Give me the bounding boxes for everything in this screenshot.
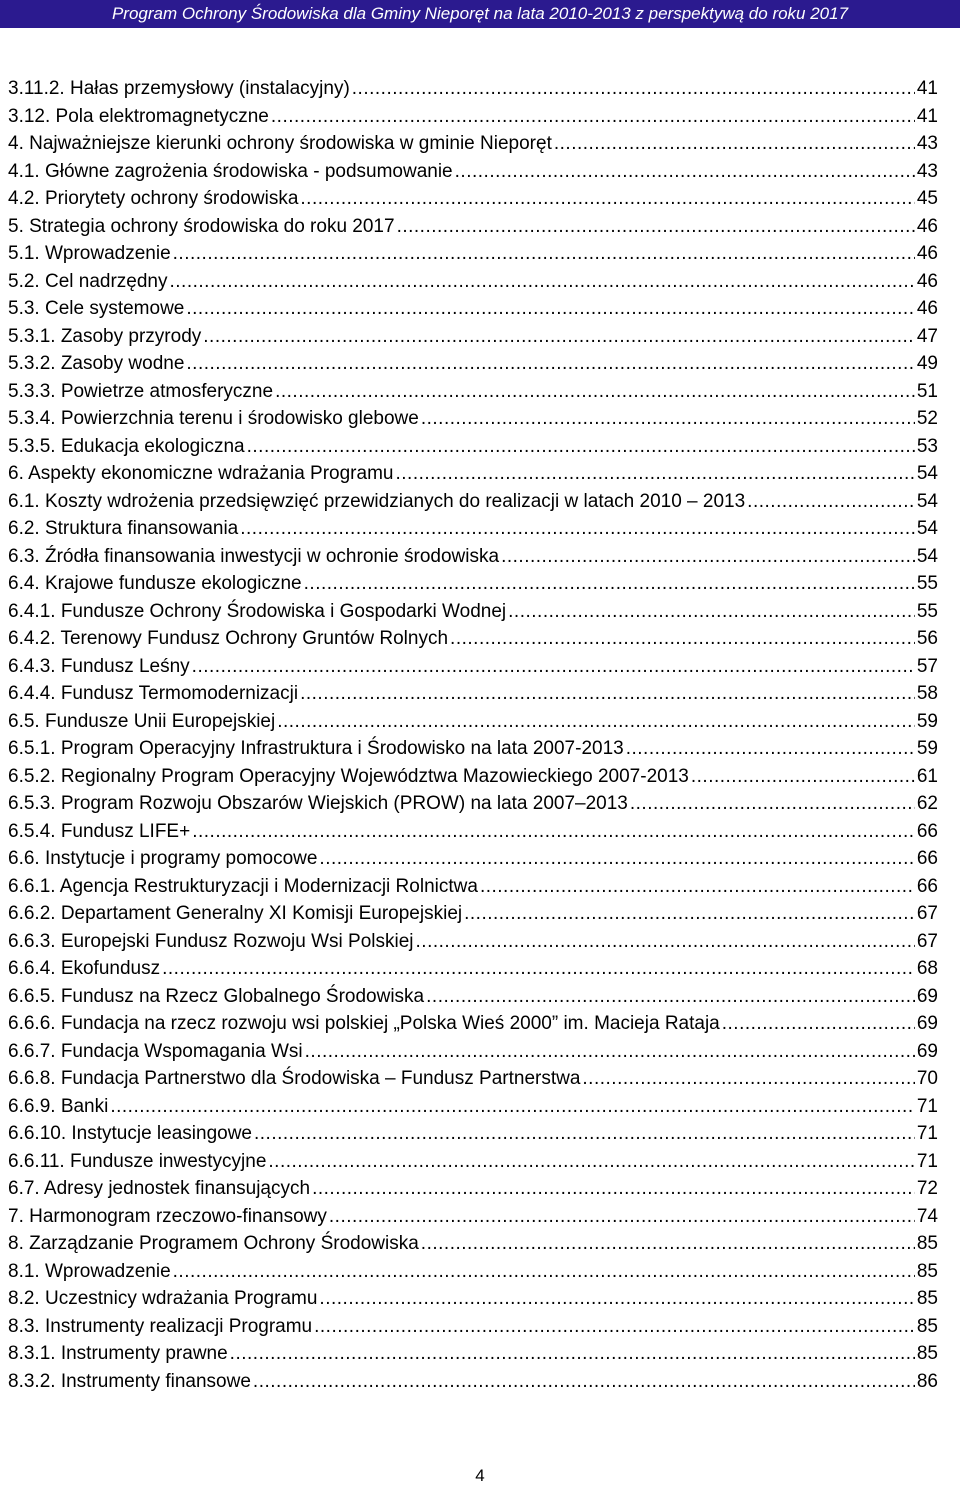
toc-entry-title: 6.5.2. Regionalny Program Operacyjny Województwa Mazowieckiego 2007-2013 xyxy=(8,765,689,787)
toc-entry[interactable] xyxy=(8,1038,938,1066)
page-number: 4 xyxy=(475,1466,485,1485)
dot-leader xyxy=(691,763,915,791)
dot-leader xyxy=(421,405,915,433)
dot-leader xyxy=(508,598,915,626)
toc-entry-title: 6.4.4. Fundusz Termomodernizacji xyxy=(8,683,299,704)
toc-entry-page: 51 xyxy=(916,380,938,402)
dot-leader xyxy=(416,928,915,956)
toc-entry-page: 85 xyxy=(916,1260,938,1282)
toc-entry[interactable] xyxy=(8,240,938,268)
toc-entry-page: 41 xyxy=(916,78,938,99)
toc-entry-page: 49 xyxy=(916,353,938,374)
toc-entry-title: 8.3.1. Instrumenty prawne xyxy=(8,1343,228,1364)
dot-leader xyxy=(173,1258,915,1286)
dot-leader xyxy=(271,103,915,131)
toc-entry-title: 8.3. Instrumenty realizacji Programu xyxy=(8,1315,313,1337)
toc-entry[interactable] xyxy=(8,1258,938,1286)
toc-entry[interactable] xyxy=(8,323,938,351)
toc-entry-page: 46 xyxy=(916,215,938,237)
dot-leader xyxy=(300,680,915,708)
toc-entry-title: 6.7. Adresy jednostek finansujących xyxy=(8,1178,311,1199)
toc-entry-page: 54 xyxy=(916,518,938,539)
toc-entry-page: 67 xyxy=(916,930,938,952)
toc-entry-title: 6.6.11. Fundusze inwestycyjne xyxy=(8,1150,267,1172)
toc-entry-page: 62 xyxy=(916,793,938,814)
dot-leader xyxy=(395,460,914,488)
toc-entry-title: 5.3.5. Edukacja ekologiczna xyxy=(8,435,245,457)
toc-entry-title: 4.1. Główne zagrożenia środowiska - podsumowanie xyxy=(8,160,453,182)
toc-entry[interactable] xyxy=(8,873,938,901)
toc-entry[interactable] xyxy=(8,295,938,323)
toc-entry-page: 61 xyxy=(916,765,938,787)
dot-leader xyxy=(277,708,915,736)
toc-entry-page: 46 xyxy=(916,243,938,264)
dot-leader xyxy=(173,240,915,268)
toc-entry-page: 66 xyxy=(916,820,938,842)
toc-entry[interactable] xyxy=(8,928,938,956)
toc-entry-page: 71 xyxy=(916,1123,938,1144)
toc-entry-page: 59 xyxy=(916,738,938,759)
page-header: Program Ochrony Środowiska dla Gminy Nieporęt na lata 2010-2013 z perspektywą do roku 2017 xyxy=(0,0,960,28)
toc-entry-page: 59 xyxy=(916,710,938,732)
dot-leader xyxy=(397,213,915,241)
toc-entry-page: 69 xyxy=(916,1013,938,1034)
toc-entry-page: 85 xyxy=(916,1288,938,1309)
toc-entry[interactable] xyxy=(8,1093,938,1121)
dot-leader xyxy=(319,845,914,873)
toc-entry[interactable] xyxy=(8,790,938,818)
toc-entry[interactable] xyxy=(8,158,938,186)
toc-entry[interactable] xyxy=(8,460,938,488)
dot-leader xyxy=(582,1065,914,1093)
toc-entry-title: 6.5. Fundusze Unii Europejskiej xyxy=(8,710,276,732)
toc-entry-title: 5.3.2. Zasoby wodne xyxy=(8,353,185,374)
toc-entry-title: 6.1. Koszty wdrożenia przedsięwzięć przewidzianych do realizacji w latach 2010 – 2013 xyxy=(8,490,746,512)
toc-entry-page: 57 xyxy=(916,655,938,677)
toc-entry-page: 54 xyxy=(916,490,938,512)
toc-entry-title: 6.4.2. Terenowy Fundusz Ochrony Gruntów Rolnych xyxy=(8,628,449,649)
dot-leader xyxy=(626,735,915,763)
toc-entry-page: 71 xyxy=(916,1150,938,1172)
toc-entry-title: 6.6. Instytucje i programy pomocowe xyxy=(8,848,318,869)
toc-entry[interactable] xyxy=(8,1313,938,1341)
toc-entry[interactable] xyxy=(8,350,938,378)
dot-leader xyxy=(312,1175,915,1203)
dot-leader xyxy=(240,515,915,543)
dot-leader xyxy=(305,1038,915,1066)
toc-entry-page: 47 xyxy=(916,325,938,347)
toc-entry[interactable] xyxy=(8,1148,938,1176)
toc-entry[interactable] xyxy=(8,955,938,983)
toc-entry-page: 74 xyxy=(916,1205,938,1227)
toc-entry-page: 86 xyxy=(916,1370,938,1392)
toc-entry[interactable] xyxy=(8,1010,938,1038)
toc-entry-page: 70 xyxy=(916,1068,938,1089)
toc-entry-title: 5.3.1. Zasoby przyrody xyxy=(8,325,202,347)
toc-entry[interactable] xyxy=(8,570,938,598)
dot-leader xyxy=(319,1285,914,1313)
toc-entry-title: 3.12. Pola elektromagnetyczne xyxy=(8,105,269,127)
toc-entry-page: 46 xyxy=(916,270,938,292)
toc-entry-page: 55 xyxy=(916,573,938,594)
toc-entry[interactable] xyxy=(8,625,938,653)
toc-entry-title: 6.5.1. Program Operacyjny Infrastruktura i Środowisko na lata 2007-2013 xyxy=(8,738,624,759)
toc-entry-title: 7. Harmonogram rzeczowo-finansowy xyxy=(8,1205,327,1227)
toc-entry-page: 46 xyxy=(916,298,938,319)
toc-entry-title: 6.6.6. Fundacja na rzecz rozwoju wsi polskiej „Polska Wieś 2000” im. Macieja Rataja xyxy=(8,1013,720,1034)
toc-entry-title: 6.6.3. Europejski Fundusz Rozwoju Wsi Polskiej xyxy=(8,930,414,952)
dot-leader xyxy=(186,295,915,323)
dot-leader xyxy=(314,1313,915,1341)
dot-leader xyxy=(426,983,915,1011)
toc-entry[interactable] xyxy=(8,515,938,543)
dot-leader xyxy=(253,1368,915,1396)
toc-entry-page: 55 xyxy=(916,600,938,622)
toc-entry-title: 6.6.4. Ekofundusz xyxy=(8,958,161,979)
toc-entry-title: 6.3. Źródła finansowania inwestycji w ochronie środowiska xyxy=(8,545,500,567)
toc-entry[interactable] xyxy=(8,900,938,928)
toc-entry-page: 43 xyxy=(916,133,938,154)
toc-entry-page: 67 xyxy=(916,903,938,924)
toc-entry-title: 6.6.1. Agencja Restrukturyzacji i Modernizacji Rolnictwa xyxy=(8,875,478,897)
toc-entry-title: 6.6.7. Fundacja Wspomagania Wsi xyxy=(8,1040,303,1062)
toc-entry-page: 85 xyxy=(916,1343,938,1364)
toc-entry-title: 6.6.8. Fundacja Partnerstwo dla Środowiska – Fundusz Partnerstwa xyxy=(8,1068,581,1089)
dot-leader xyxy=(352,75,915,103)
toc-entry-title: 3.11.2. Hałas przemysłowy (instalacyjny) xyxy=(8,78,350,99)
toc-entry-page: 54 xyxy=(916,545,938,567)
toc-entry-page: 53 xyxy=(916,435,938,457)
dot-leader xyxy=(554,130,915,158)
toc-entry-title: 6.4. Krajowe fundusze ekologiczne xyxy=(8,573,302,594)
dot-leader xyxy=(110,1093,915,1121)
dot-leader xyxy=(450,625,915,653)
toc-entry[interactable] xyxy=(8,103,938,131)
dot-leader xyxy=(464,900,915,928)
toc-entry[interactable] xyxy=(8,405,938,433)
dot-leader xyxy=(170,268,915,296)
toc-entry-page: 66 xyxy=(916,875,938,897)
toc-entry[interactable] xyxy=(8,653,938,681)
toc-entry-title: 4.2. Priorytety ochrony środowiska xyxy=(8,188,299,209)
dot-leader xyxy=(247,433,915,461)
toc-entry[interactable] xyxy=(8,1368,938,1396)
toc-entry[interactable] xyxy=(8,1175,938,1203)
toc-entry-title: 6.6.5. Fundusz na Rzecz Globalnego Środowiska xyxy=(8,985,425,1007)
toc-entry-title: 6.6.2. Departament Generalny XI Komisji Europejskiej xyxy=(8,903,463,924)
dot-leader xyxy=(300,185,914,213)
toc-entry[interactable] xyxy=(8,75,938,103)
toc-entry-title: 6.6.10. Instytucje leasingowe xyxy=(8,1123,252,1144)
dot-leader xyxy=(455,158,915,186)
toc-entry[interactable] xyxy=(8,1065,938,1093)
toc-entry-page: 85 xyxy=(916,1233,938,1254)
toc-entry-title: 4. Najważniejsze kierunki ochrony środowiska w gminie Nieporęt xyxy=(8,133,552,154)
toc-entry-title: 5.2. Cel nadrzędny xyxy=(8,270,168,292)
toc-entry-page: 58 xyxy=(916,683,938,704)
toc-entry-title: 8.1. Wprowadzenie xyxy=(8,1260,171,1282)
toc-entry-title: 8.3.2. Instrumenty finansowe xyxy=(8,1370,251,1392)
toc-entry[interactable] xyxy=(8,1120,938,1148)
toc-entry[interactable] xyxy=(8,763,938,791)
dot-leader xyxy=(275,378,915,406)
dot-leader xyxy=(304,570,915,598)
dot-leader xyxy=(747,488,915,516)
dot-leader xyxy=(192,653,915,681)
dot-leader xyxy=(480,873,915,901)
toc-entry[interactable] xyxy=(8,543,938,571)
toc-entry-page: 71 xyxy=(916,1095,938,1117)
toc-entry[interactable] xyxy=(8,1230,938,1258)
toc-entry[interactable] xyxy=(8,488,938,516)
toc-entry-title: 5.3. Cele systemowe xyxy=(8,298,185,319)
toc-entry[interactable] xyxy=(8,378,938,406)
toc-entry-page: 56 xyxy=(916,628,938,649)
toc-entry[interactable] xyxy=(8,185,938,213)
toc-entry-title: 5. Strategia ochrony środowiska do roku 2017 xyxy=(8,215,395,237)
dot-leader xyxy=(630,790,915,818)
table-of-contents xyxy=(8,75,938,1395)
toc-entry-title: 8. Zarządzanie Programem Ochrony Środowiska xyxy=(8,1233,419,1254)
toc-entry[interactable] xyxy=(8,433,938,461)
dot-leader xyxy=(421,1230,915,1258)
toc-entry-page: 69 xyxy=(916,985,938,1007)
toc-entry[interactable] xyxy=(8,1203,938,1231)
toc-entry-title: 8.2. Uczestnicy wdrażania Programu xyxy=(8,1288,318,1309)
toc-entry-title: 6.2. Struktura finansowania xyxy=(8,518,239,539)
toc-entry-title: 6.4.1. Fundusze Ochrony Środowiska i Gospodarki Wodnej xyxy=(8,600,507,622)
toc-entry-page: 85 xyxy=(916,1315,938,1337)
toc-entry-title: 6.5.4. Fundusz LIFE+ xyxy=(8,820,191,842)
toc-entry[interactable] xyxy=(8,680,938,708)
dot-leader xyxy=(203,323,915,351)
dot-leader xyxy=(162,955,915,983)
toc-entry[interactable] xyxy=(8,845,938,873)
toc-entry-title: 6.5.3. Program Rozwoju Obszarów Wiejskich (PROW) na lata 2007–2013 xyxy=(8,793,628,814)
dot-leader xyxy=(230,1340,915,1368)
toc-entry[interactable] xyxy=(8,735,938,763)
toc-entry[interactable] xyxy=(8,268,938,296)
toc-entry-page: 66 xyxy=(916,848,938,869)
dot-leader xyxy=(722,1010,915,1038)
toc-entry[interactable] xyxy=(8,708,938,736)
dot-leader xyxy=(254,1120,915,1148)
dot-leader xyxy=(192,818,915,846)
toc-entry-title: 6. Aspekty ekonomiczne wdrażania Programu xyxy=(8,463,394,484)
toc-entry[interactable] xyxy=(8,213,938,241)
toc-entry-page: 52 xyxy=(916,408,938,429)
toc-entry-title: 5.1. Wprowadzenie xyxy=(8,243,171,264)
toc-entry[interactable] xyxy=(8,818,938,846)
toc-entry[interactable] xyxy=(8,983,938,1011)
toc-entry[interactable] xyxy=(8,130,938,158)
toc-entry[interactable] xyxy=(8,598,938,626)
dot-leader xyxy=(268,1148,914,1176)
toc-entry-title: 5.3.4. Powierzchnia terenu i środowisko glebowe xyxy=(8,408,419,429)
dot-leader xyxy=(329,1203,915,1231)
toc-entry-title: 5.3.3. Powietrze atmosferyczne xyxy=(8,380,274,402)
toc-entry-title: 6.4.3. Fundusz Leśny xyxy=(8,655,190,677)
toc-entry-page: 69 xyxy=(916,1040,938,1062)
toc-entry[interactable] xyxy=(8,1340,938,1368)
toc-entry-title: 6.6.9. Banki xyxy=(8,1095,109,1117)
toc-entry-page: 41 xyxy=(916,105,938,127)
toc-entry-page: 45 xyxy=(916,188,938,209)
toc-entry-page: 54 xyxy=(916,463,938,484)
dot-leader xyxy=(501,543,915,571)
toc-entry-page: 72 xyxy=(916,1178,938,1199)
dot-leader xyxy=(186,350,914,378)
toc-entry-page: 68 xyxy=(916,958,938,979)
toc-entry-page: 43 xyxy=(916,160,938,182)
toc-entry[interactable] xyxy=(8,1285,938,1313)
